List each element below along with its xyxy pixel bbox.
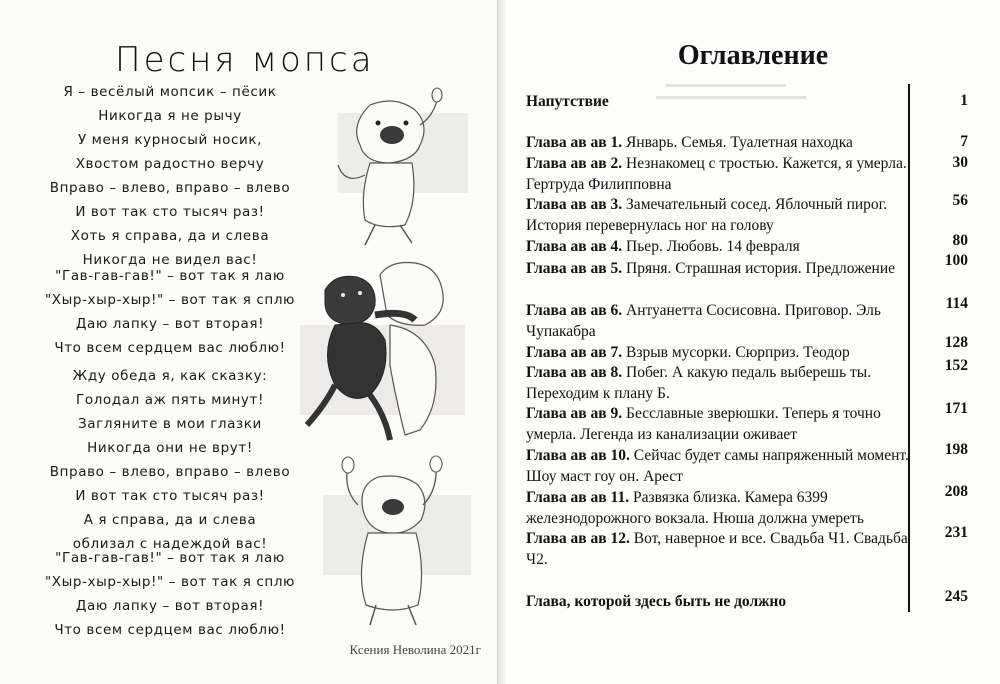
poem-line: "Гав-гав-гав!" – вот так я лаю bbox=[55, 268, 285, 284]
book-spine bbox=[497, 0, 506, 684]
toc-chapter-label: Глава ав ав 4. bbox=[526, 238, 623, 255]
toc-chapter-label: Глава ав ав 12. bbox=[526, 530, 630, 547]
toc-entry[interactable] bbox=[526, 301, 914, 342]
bleed-through-mark bbox=[666, 84, 786, 87]
poem-line: Что всем сердцем вас люблю! bbox=[54, 340, 286, 356]
toc-chapter-label: Глава ав ав 3. bbox=[526, 196, 623, 213]
poem-line: Хвостом радостно верчу bbox=[75, 156, 265, 172]
poem-author: Ксения Неволина 2021г bbox=[349, 642, 481, 657]
poem-line: Загляните в мои глазки bbox=[78, 416, 262, 432]
toc-chapter-title: Пьер. Любовь. 14 февраля bbox=[622, 238, 800, 255]
poem-line: "Хыр-хыр-хыр!" – вот так я сплю bbox=[44, 574, 296, 590]
toc-page-number: 100 bbox=[944, 252, 968, 269]
poem-line: Даю лапку – вот вторая! bbox=[75, 316, 265, 332]
toc-chapter-title: Антуанетта Сосисовна. Приговор. Эль Чупакабра bbox=[526, 302, 881, 340]
poem-line: Никогда я не рычу bbox=[98, 108, 242, 124]
toc-entry[interactable] bbox=[526, 529, 914, 570]
poem-title: Песня мопса bbox=[115, 40, 375, 80]
toc-chapter-title: Сейчас будет самы напряженный момент. Шоу маст гоу он. Арест bbox=[526, 447, 909, 485]
toc-chapter-label: Глава ав ав 1. bbox=[526, 134, 623, 151]
toc-chapter-title: Пряня. Страшная история. Предложение bbox=[622, 260, 896, 277]
toc-chapter-label: Глава ав ав 10. bbox=[526, 447, 630, 464]
toc-entry[interactable] bbox=[526, 488, 914, 529]
poem-line: И вот так сто тысяч раз! bbox=[75, 488, 265, 504]
poem-line: Вправо – влево, вправо – влево bbox=[49, 464, 291, 480]
stanza-2 bbox=[20, 264, 320, 360]
toc-entry[interactable] bbox=[526, 404, 914, 445]
toc-chapter-title: Январь. Семья. Туалетная находка bbox=[622, 134, 853, 151]
poem-line: А я справа, да и слева bbox=[83, 512, 257, 528]
hugging-pugs-illustration bbox=[295, 255, 475, 450]
toc-page-number: 1 bbox=[960, 92, 968, 109]
poem-line: Голодал аж пять минут! bbox=[76, 392, 264, 408]
toc-entry[interactable] bbox=[526, 363, 914, 404]
toc-page-number: 56 bbox=[952, 192, 968, 209]
toc-entry[interactable] bbox=[526, 343, 914, 364]
toc-chapter-title: Незнакомец с тростью. Кажется, я умерла. Гертруда Филипповна bbox=[526, 155, 907, 193]
poem-line: облизал с надеждой вас! bbox=[72, 536, 268, 552]
toc-page-number: 231 bbox=[944, 524, 968, 541]
poem-line: Даю лапку – вот вторая! bbox=[75, 598, 265, 614]
toc-entry[interactable] bbox=[526, 154, 914, 195]
poem-line: Что всем сердцем вас люблю! bbox=[54, 622, 286, 638]
toc-entry[interactable] bbox=[526, 92, 914, 113]
toc-page-number: 245 bbox=[944, 588, 968, 605]
poem-line: "Гав-гав-гав!" – вот так я лаю bbox=[55, 550, 285, 566]
poem-line: У меня курносый носик, bbox=[77, 132, 263, 148]
toc-page-number: 7 bbox=[960, 133, 968, 150]
toc-chapter-title: Побег. А какую педаль выберешь ты. Переходим к плану Б. bbox=[526, 364, 872, 402]
stanza-1 bbox=[20, 80, 320, 272]
poem-line: И вот так сто тысяч раз! bbox=[75, 204, 265, 220]
toc-page-number: 128 bbox=[944, 334, 968, 351]
toc-entry[interactable] bbox=[526, 237, 914, 258]
toc-chapter-label: Глава ав ав 9. bbox=[526, 405, 623, 422]
toc-entry[interactable] bbox=[526, 195, 914, 236]
toc-page-number: 30 bbox=[952, 154, 968, 171]
toc-page-number: 198 bbox=[944, 441, 968, 458]
toc-entry[interactable] bbox=[526, 446, 914, 487]
toc-chapter-label: Глава ав ав 6. bbox=[526, 302, 623, 319]
toc-chapter-label: Глава ав ав 11. bbox=[526, 489, 630, 506]
toc-page-number: 208 bbox=[944, 483, 968, 500]
toc-chapter-label: Напутствие bbox=[526, 93, 609, 110]
toc-chapter-label: Глава, которой здесь быть не должно bbox=[526, 593, 787, 610]
dancing-pug-illustration bbox=[320, 85, 470, 250]
poem-line: Вправо – влево, вправо – влево bbox=[49, 180, 291, 196]
toc-chapter-title: Бесславные зверюшки. Теперь я точно умерла. Легенда из канализации оживает bbox=[526, 405, 881, 443]
stanza-4 bbox=[20, 546, 320, 642]
toc-page-number: 114 bbox=[945, 295, 968, 312]
poem-line: Хоть я справа, да и слева bbox=[70, 228, 270, 244]
poem-line: Никогда не видел вас! bbox=[82, 252, 258, 268]
left-page bbox=[0, 0, 497, 684]
toc-entry[interactable] bbox=[526, 592, 914, 613]
toc-page-number: 171 bbox=[944, 400, 968, 417]
toc-entry[interactable] bbox=[526, 133, 914, 154]
toc-chapter-label: Глава ав ав 8. bbox=[526, 364, 623, 381]
poem-line: "Хыр-хыр-хыр!" – вот так я сплю bbox=[44, 292, 296, 308]
right-page bbox=[506, 0, 1000, 684]
toc-entry[interactable] bbox=[526, 259, 914, 280]
poem-line: Я – весёлый мопсик – пёсик bbox=[63, 84, 277, 100]
toc-chapter-title: Развязка близка. Камера 6399 железнодорожного вокзала. Нюша должна умереть bbox=[526, 489, 864, 527]
poem-line: Жду обеда я, как сказку: bbox=[72, 368, 268, 384]
toc-page-number: 80 bbox=[952, 232, 968, 249]
toc-chapter-title: Взрыв мусорки. Сюрприз. Теодор bbox=[622, 344, 850, 361]
toc-page-number: 152 bbox=[944, 357, 968, 374]
stanza-3 bbox=[20, 364, 320, 556]
toc-chapter-label: Глава ав ав 7. bbox=[526, 344, 623, 361]
toc-chapter-label: Глава ав ав 5. bbox=[526, 260, 623, 277]
cheering-pug-illustration bbox=[318, 455, 478, 630]
toc-chapter-title: Замечательный сосед. Яблочный пирог. История перевернулась ног на голову bbox=[526, 196, 888, 234]
poem-line: Никогда они не врут! bbox=[87, 440, 253, 456]
toc-chapter-label: Глава ав ав 2. bbox=[526, 155, 623, 172]
toc-chapter-title: Вот, наверное и все. Свадьба Ч1. Свадьба Ч2. bbox=[526, 530, 908, 568]
toc-title: Оглавление bbox=[677, 40, 829, 71]
